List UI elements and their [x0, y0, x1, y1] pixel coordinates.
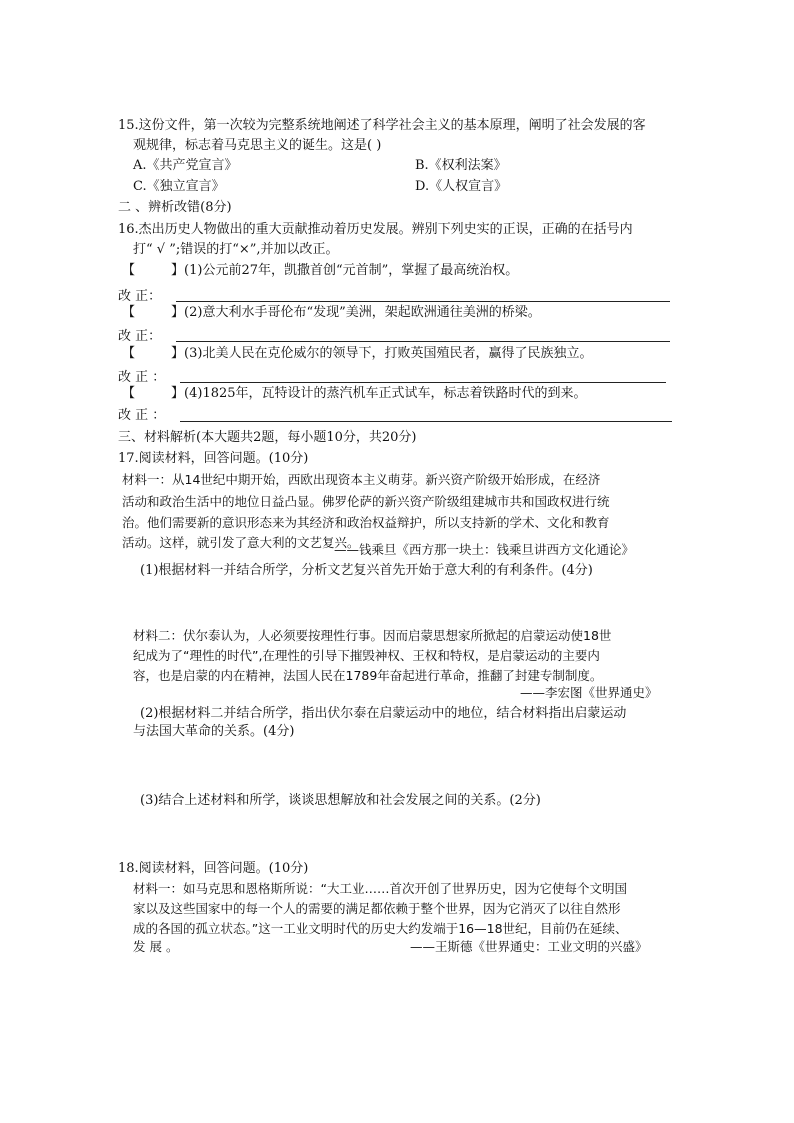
q16-stem-line1: 16.杰出历史人物做出的重大贡献推动着历史发展。辨别下列史实的正误，正确的在括号内 — [118, 222, 633, 237]
q17-material1-source: ——钱乘旦《西方那一块土：钱乘旦讲西方文化通论》 — [334, 542, 635, 557]
q17-material1-line1: 材料一：从14世纪中期开始，西欧出现资本主义萌芽。新兴资产阶级开始形成，在经济 — [122, 472, 601, 487]
q16-item4-answer-line[interactable] — [180, 421, 672, 422]
q15-option-c: C.《独立宣言》 — [133, 179, 225, 194]
q15-stem-line1: 15.这份文件，第一次较为完整系统地阐述了科学社会主义的基本原理，阐明了社会发展的客 — [118, 118, 646, 133]
q16-item3-answer-line[interactable] — [180, 382, 666, 383]
q16-item1-text: (1)公元前27年，凯撒首创“元首制”，掌握了最高统治权。 — [184, 263, 519, 278]
q15-option-b: B.《权利法案》 — [415, 158, 507, 173]
q15-stem-line2: 观规律，标志着马克思主义的诞生。这是( ) — [133, 138, 382, 153]
section2-title: 二 、辨析改错(8分) — [118, 200, 232, 215]
q18-material1-source: ——王斯德《世界通史：工业文明的兴盛》 — [410, 939, 648, 954]
q17-material1-line2: 活动和政治生活中的地位日益凸显。佛罗伦萨的新兴资产阶级组建城市共和国政权进行统 — [122, 494, 610, 509]
q17-question2-line1: (2)根据材料二并结合所学，指出伏尔泰在启蒙运动中的地位，结合材料指出启蒙运动 — [140, 706, 627, 721]
q18-material1-line4: 发 展 。 — [133, 939, 179, 954]
q17-material2-line1: 材料二：伏尔泰认为，人必须要按理性行事。因而启蒙思想家所掀起的启蒙运动使18世 — [133, 628, 612, 643]
q16-item3 — [122, 345, 592, 363]
q18-material1-line2: 家以及这些国家中的每一个人的需要的满足都依赖于整个世界，因为它消灭了以往自然形 — [133, 901, 621, 916]
answer-bracket-close[interactable]: 】 — [171, 346, 185, 361]
q17-material2-source: ——李宏图《世界通史》 — [520, 685, 658, 700]
q16-item4 — [122, 385, 587, 403]
answer-bracket-close[interactable]: 】 — [171, 263, 185, 278]
q18-material1-line3: 成的各国的孤立状态。”这一工业文明时代的历史大约发端于16—18世纪，目前仍在延续、 — [133, 921, 628, 936]
q16-item2-text: (2)意大利水手哥伦布“发现”美洲，架起欧洲通往美洲的桥梁。 — [184, 305, 541, 320]
q16-stem-line2: 打“ √ ”;错误的打“×”,并加以改正。 — [133, 242, 339, 257]
answer-bracket-open[interactable]: 【 — [122, 386, 136, 401]
q16-item3-text: (3)北美人民在克伦威尔的领导下，打败英国殖民者，赢得了民族独立。 — [184, 346, 593, 361]
q15-option-a: A.《共产党宣言》 — [133, 158, 238, 173]
answer-bracket-close[interactable]: 】 — [171, 386, 185, 401]
q17-question1: (1)根据材料一并结合所学，分析文艺复兴首先开始于意大利的有利条件。(4分) — [140, 563, 593, 578]
q16-item3-fix-label: 改 正 ： — [118, 370, 166, 385]
q16-item1-answer-line[interactable] — [176, 301, 670, 302]
answer-bracket-open[interactable]: 【 — [122, 346, 136, 361]
q17-material2-line2: 纪成为了“理性的时代”,在理性的引导下摧毁神权、王权和特权，是启蒙运动的主要内 — [133, 648, 600, 663]
q17-material1-line3: 治。他们需要新的意识形态来为其经济和政治权益辩护，所以支持新的学术、文化和教育 — [122, 515, 610, 530]
q18-material1-line1: 材料一：如马克思和恩格斯所说：“大工业……首次开创了世界历史，因为它使每个文明国 — [133, 881, 627, 896]
q16-item1 — [122, 262, 518, 280]
q16-item2-answer-line[interactable] — [176, 341, 670, 342]
answer-bracket-close[interactable]: 】 — [171, 305, 185, 320]
q17-material1-line4: 活动。这样，就引发了意大利的文艺复兴。 — [122, 535, 360, 550]
q15-option-d: D.《人权宣言》 — [415, 179, 508, 194]
q16-item2 — [122, 304, 541, 322]
section3-title: 三、材料解析(本大题共2题，每小题10分，共20分) — [118, 430, 417, 445]
q16-item2-fix-label: 改 正： — [118, 329, 162, 344]
q17-material2-line3: 容，也是启蒙的内在精神，法国人民在1789年奋起进行革命，推翻了封建专制制度。 — [133, 668, 603, 683]
q18-title: 18.阅读材料，回答问题。(10分) — [118, 861, 309, 876]
q17-title: 17.阅读材料，回答问题。(10分) — [118, 451, 309, 466]
q17-question3: (3)结合上述材料和所学，谈谈思想解放和社会发展之间的关系。(2分) — [140, 793, 541, 808]
q17-question2-line2: 与法国大革命的关系。(4分) — [133, 724, 295, 739]
q16-item4-text: (4)1825年，瓦特设计的蒸汽机车正式试车，标志着铁路时代的到来。 — [184, 386, 587, 401]
answer-bracket-open[interactable]: 【 — [122, 263, 136, 278]
q16-item1-fix-label: 改 正： — [118, 289, 162, 304]
answer-bracket-open[interactable]: 【 — [122, 305, 136, 320]
q16-item4-fix-label: 改 正 ： — [118, 408, 166, 423]
